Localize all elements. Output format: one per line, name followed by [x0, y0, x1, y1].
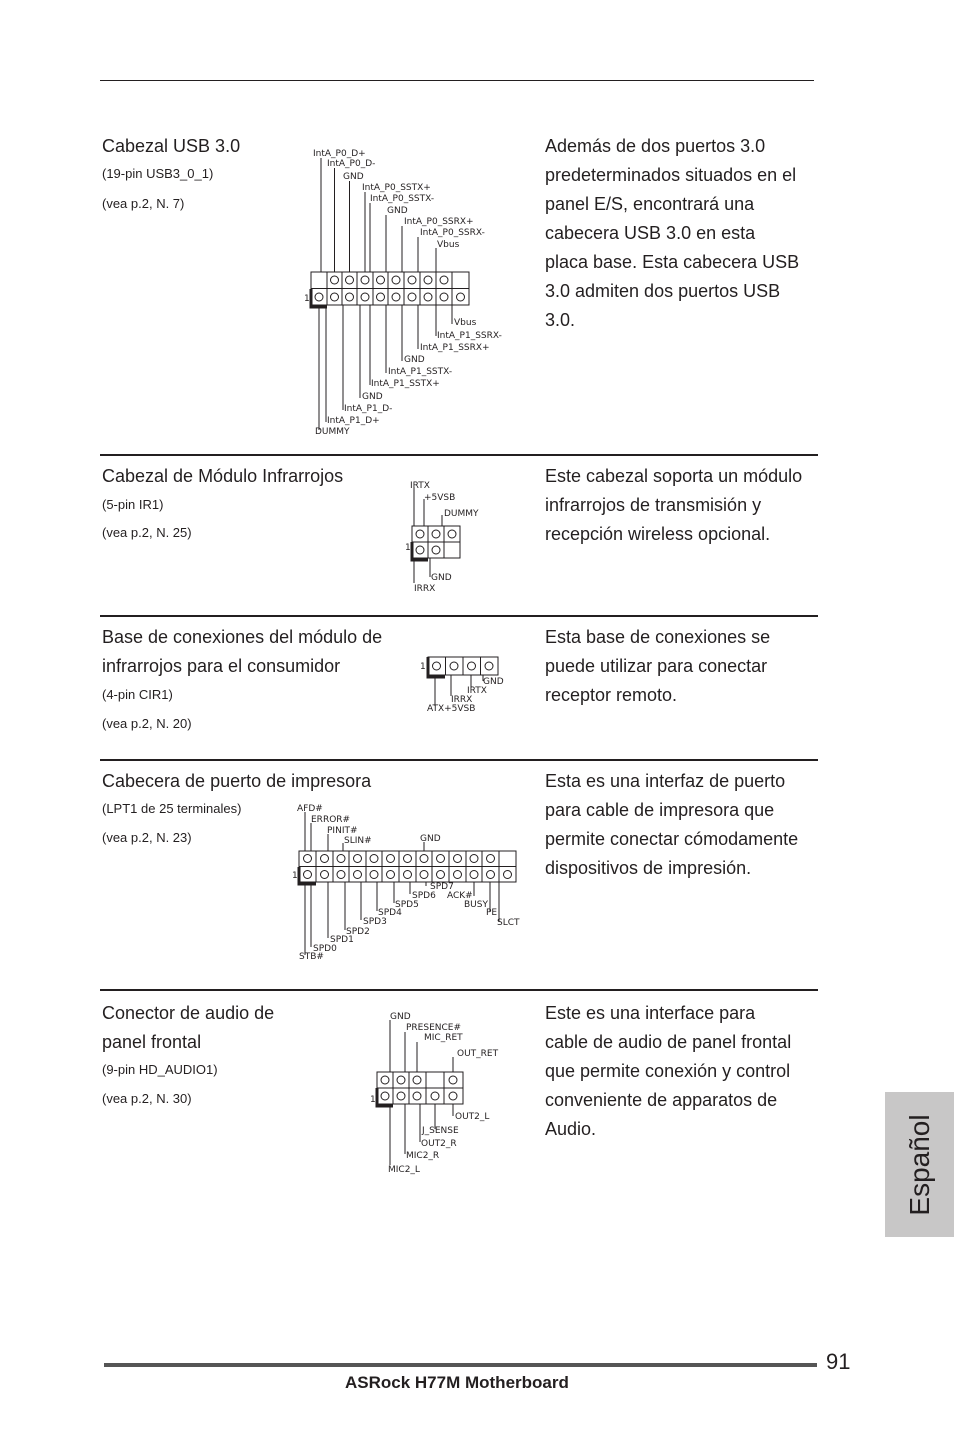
- usb-desc-line: 3.0.: [545, 310, 576, 330]
- lpt-label: SLIN#: [344, 836, 372, 846]
- lpt-label: ERROR#: [311, 815, 351, 825]
- usb-label: IntA_P0_D+: [313, 149, 366, 159]
- ir-label: IRRX: [414, 584, 436, 594]
- cir-label: IRTX: [467, 686, 487, 696]
- audio-title-line2: panel frontal: [102, 1032, 202, 1052]
- usb-label: IntA_P0_D-: [327, 159, 376, 169]
- lpt-title: Cabecera de puerto de impresora: [102, 771, 372, 791]
- ir-label: DUMMY: [444, 509, 479, 519]
- lpt-label: SPD4: [378, 908, 402, 918]
- audio-label: OUT2_L: [455, 1112, 490, 1122]
- usb-label: IntA_P0_SSTX+: [362, 183, 431, 193]
- usb-ref: (vea p.2, N. 7): [102, 196, 185, 211]
- cir-label: IRRX: [451, 695, 473, 705]
- cir-desc-line: Esta base de conexiones se: [545, 627, 771, 647]
- ir-desc-line: infrarrojos de transmisión y: [545, 495, 762, 515]
- cir-title-line1: Base de conexiones del módulo de: [102, 627, 383, 647]
- cir-pin-one: 1: [420, 662, 426, 672]
- audio-label: PRESENCE#: [406, 1023, 462, 1033]
- footer-rule: [104, 1363, 817, 1367]
- lpt-label: SPD1: [330, 935, 354, 945]
- usb-label: IntA_P0_SSTX-: [370, 194, 435, 204]
- ir-ref: (vea p.2, N. 25): [102, 525, 192, 540]
- lpt-pin: (LPT1 de 25 terminales): [102, 801, 242, 816]
- audio-description: [545, 999, 825, 1144]
- lpt-label: AFD#: [297, 804, 323, 814]
- audio-desc-line: Audio.: [545, 1119, 597, 1139]
- usb-desc-line: Además de dos puertos 3.0: [545, 136, 766, 156]
- usb-label: IntA_P0_SSRX+: [404, 217, 474, 227]
- lpt-desc-line: dispositivos de impresión.: [545, 858, 752, 878]
- usb-label: IntA_P1_D+: [327, 416, 380, 426]
- cir-desc-line: receptor remoto.: [545, 685, 678, 705]
- usb-label: IntA_P1_SSTX+: [371, 379, 440, 389]
- cir-label: GND: [483, 677, 504, 687]
- cir-label: ATX+5VSB: [427, 704, 476, 714]
- usb-desc-line: 3.0 admiten dos puertos USB: [545, 281, 781, 301]
- cir-description: [545, 623, 825, 710]
- cir-desc-line: puede utilizar para conectar: [545, 656, 768, 676]
- lpt-label: SPD7: [430, 882, 454, 892]
- cir-title-line2: infrarrojos para el consumidor: [102, 656, 341, 676]
- lpt-label: SPD0: [313, 944, 337, 954]
- lpt-label: GND: [420, 834, 441, 844]
- ir-title: Cabezal de Módulo Infrarrojos: [102, 466, 344, 486]
- section-divider: [100, 989, 818, 991]
- audio-label: OUT2_R: [421, 1139, 457, 1149]
- cir-pin-diagram: [415, 650, 515, 720]
- lpt-label: ACK#: [447, 891, 473, 901]
- audio-ref: (vea p.2, N. 30): [102, 1091, 192, 1106]
- lpt-pin-one: 1: [292, 871, 298, 881]
- audio-label: OUT_RET: [457, 1049, 499, 1059]
- usb-desc-line: panel E/S, encontrará una: [545, 194, 755, 214]
- lpt-label: SPD6: [412, 891, 436, 901]
- usb-pin: (19-pin USB3_0_1): [102, 166, 214, 181]
- audio-desc-line: conveniente de apparatos de: [545, 1090, 778, 1110]
- usb-pin-one: 1: [304, 294, 310, 304]
- page-number: 91: [826, 1349, 851, 1374]
- usb-desc-line: placa base. Esta cabecera USB: [545, 252, 800, 272]
- lpt-desc-line: Esta es una interfaz de puerto: [545, 771, 786, 791]
- lpt-label: BUSY: [464, 900, 488, 910]
- audio-label: GND: [390, 1012, 411, 1022]
- audio-label: MIC2_L: [388, 1165, 420, 1175]
- ir-description: [545, 462, 825, 549]
- cir-pin: (4-pin CIR1): [102, 687, 173, 702]
- lpt-label: PE: [486, 908, 498, 918]
- usb-desc-line: cabecera USB 3.0 en esta: [545, 223, 756, 243]
- section-divider: [100, 454, 818, 456]
- lpt-label: STB#: [299, 952, 324, 962]
- cir-ref: (vea p.2, N. 20): [102, 716, 192, 731]
- audio-desc-line: que permite conexión y control: [545, 1061, 791, 1081]
- audio-label: MIC_RET: [424, 1033, 463, 1043]
- language-tab-label: Español: [903, 1113, 935, 1216]
- usb3-pin-diagram: [0, 0, 954, 440]
- lpt-ref: (vea p.2, N. 23): [102, 830, 192, 845]
- usb-label: IntA_P0_SSRX-: [420, 228, 485, 238]
- usb-label: IntA_P1_D-: [344, 404, 393, 414]
- ir-label: GND: [431, 573, 452, 583]
- usb-label: IntA_P1_SSRX+: [420, 343, 490, 353]
- ir-label: +5VSB: [424, 493, 456, 503]
- usb-label: DUMMY: [315, 427, 350, 437]
- audio-pin-one: 1: [370, 1095, 376, 1105]
- usb-label: GND: [343, 172, 364, 182]
- ir-label: IRTX: [410, 481, 430, 491]
- ir-desc-line: recepción wireless opcional.: [545, 524, 771, 544]
- audio-label: MIC2_R: [406, 1151, 440, 1161]
- ir-desc-line: Este cabezal soporta un módulo: [545, 466, 803, 486]
- audio-title-line1: Conector de audio de: [102, 1003, 275, 1023]
- audio-pin-diagram: [360, 1005, 520, 1180]
- lpt-pin-diagram: [0, 790, 954, 965]
- ir-pin: (5-pin IR1): [102, 497, 164, 512]
- usb-title: Cabezal USB 3.0: [102, 136, 241, 156]
- lpt-desc-line: para cable de impresora que: [545, 800, 775, 820]
- usb-label: Vbus: [454, 318, 477, 328]
- footer-title: ASRock H77M Motherboard: [345, 1373, 569, 1392]
- ir-pin-one: 1: [405, 543, 411, 553]
- usb-label: GND: [387, 206, 408, 216]
- lpt-label: SLCT: [497, 918, 520, 928]
- usb-label: IntA_P1_SSRX-: [437, 331, 502, 341]
- usb-label: Vbus: [437, 240, 460, 250]
- audio-pin: (9-pin HD_AUDIO1): [102, 1062, 218, 1077]
- lpt-label: SPD5: [395, 900, 419, 910]
- usb-desc-line: predeterminados situados en el: [545, 165, 797, 185]
- section-divider: [100, 615, 818, 617]
- audio-label: J_SENSE: [422, 1126, 459, 1136]
- lpt-desc-line: permite conectar cómodamente: [545, 829, 799, 849]
- audio-desc-line: Este es una interface para: [545, 1003, 756, 1023]
- lpt-label: PINIT#: [327, 826, 358, 836]
- lpt-label: SPD2: [346, 927, 370, 937]
- section-divider: [100, 759, 818, 761]
- usb-label: GND: [404, 355, 425, 365]
- usb-label: IntA_P1_SSTX-: [388, 367, 453, 377]
- language-side-tab: [885, 1092, 954, 1237]
- audio-desc-line: cable de audio de panel frontal: [545, 1032, 792, 1052]
- usb-label: GND: [362, 392, 383, 402]
- lpt-label: SPD3: [363, 917, 387, 927]
- ir-pin-diagram: [400, 475, 500, 595]
